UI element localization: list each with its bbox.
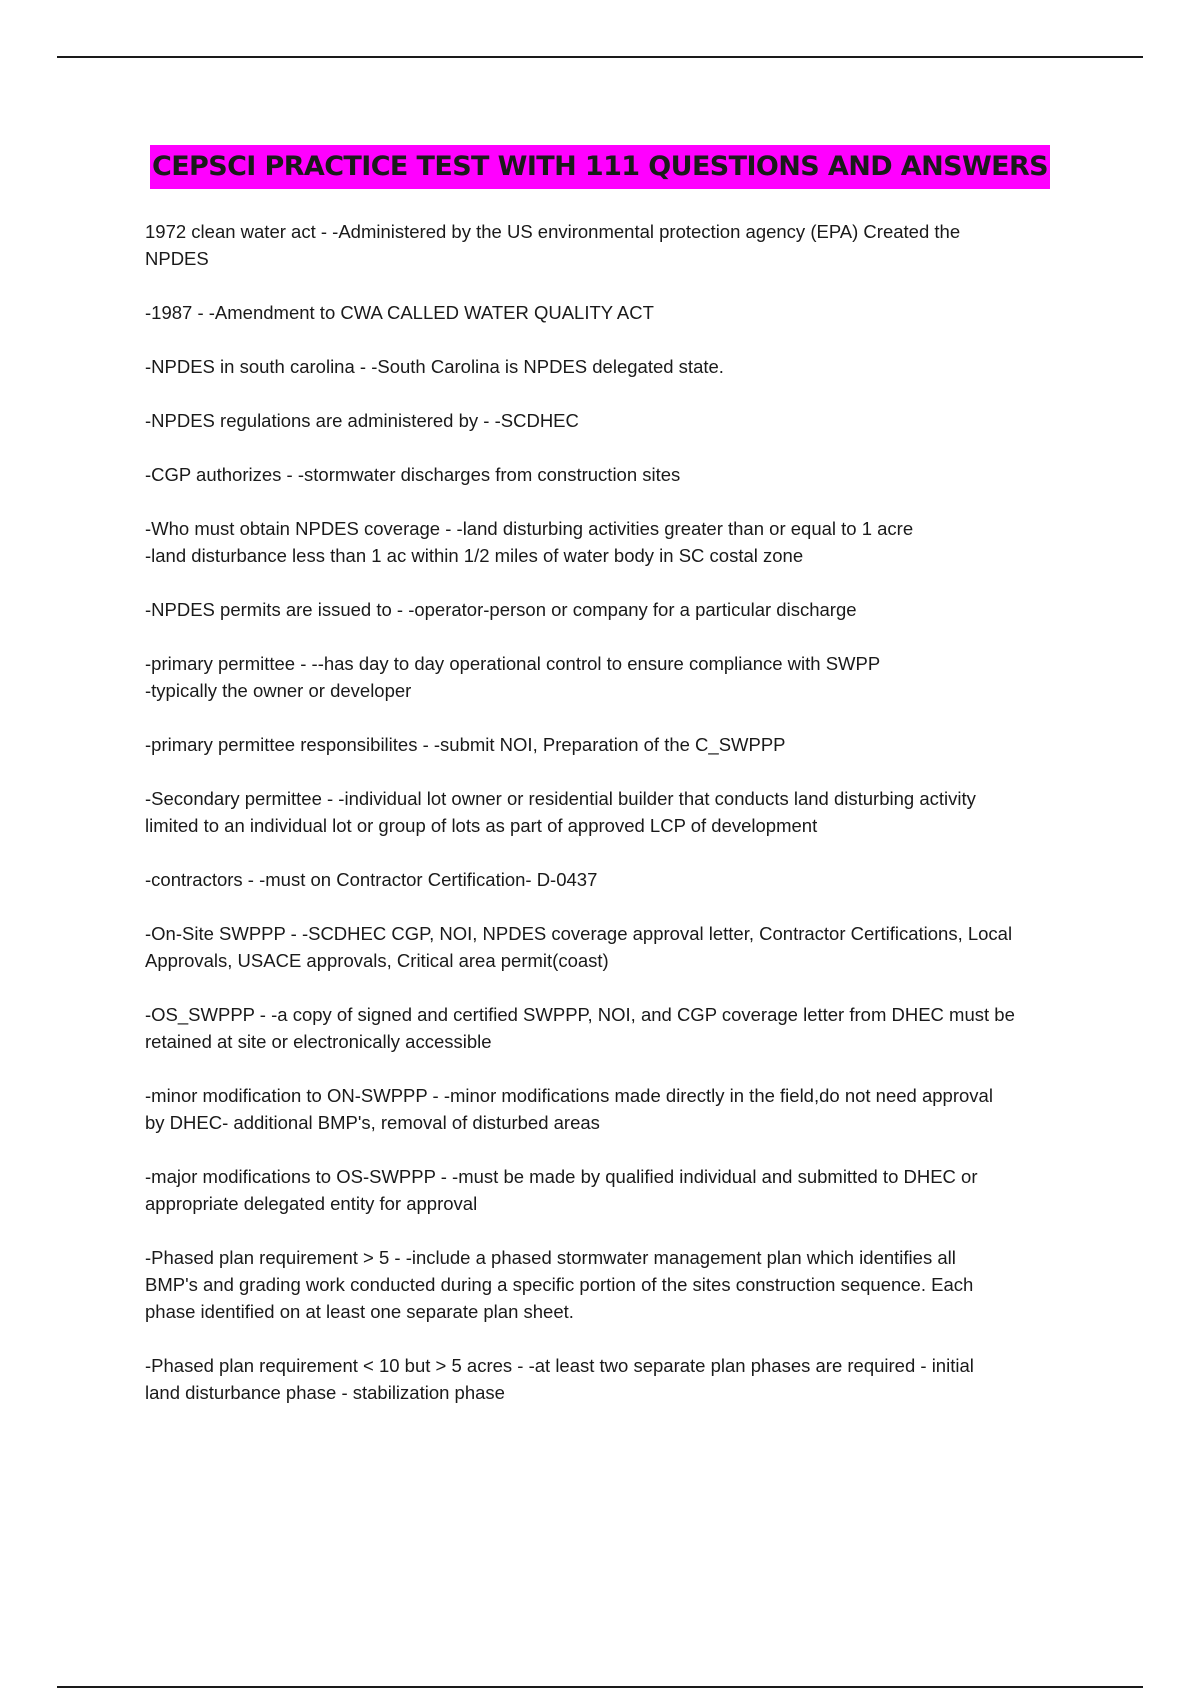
qa-line: -On-Site SWPPP - -SCDHEC CGP, NOI, NPDES coverage approval letter, Contractor Certifications, Local bbox=[145, 923, 1013, 944]
qa-entry bbox=[145, 299, 1090, 326]
qa-entry bbox=[145, 407, 1090, 434]
qa-entry bbox=[145, 650, 1090, 704]
qa-line: -CGP authorizes - -stormwater discharges from construction sites bbox=[145, 464, 681, 485]
qa-entry bbox=[145, 1352, 1090, 1406]
qa-line: -contractors - -must on Contractor Certification- D-0437 bbox=[145, 869, 598, 890]
qa-line: BMP's and grading work conducted during a specific portion of the sites construction sequence. Each bbox=[145, 1274, 974, 1295]
qa-entry bbox=[145, 1082, 1090, 1136]
bottom-rule bbox=[57, 1686, 1143, 1688]
qa-entry bbox=[145, 1244, 1090, 1325]
qa-entry bbox=[145, 731, 1090, 758]
qa-line: Approvals, USACE approvals, Critical area permit(coast) bbox=[145, 950, 609, 971]
qa-line: -land disturbance less than 1 ac within 1/2 miles of water body in SC costal zone bbox=[145, 545, 804, 566]
qa-entry bbox=[145, 353, 1090, 380]
qa-entry bbox=[145, 515, 1090, 569]
qa-line: -NPDES regulations are administered by - -SCDHEC bbox=[145, 410, 579, 431]
qa-line: -Secondary permittee - -individual lot owner or residential builder that conducts land disturbing activity bbox=[145, 788, 976, 809]
qa-entry bbox=[145, 1163, 1090, 1217]
qa-line: land disturbance phase - stabilization phase bbox=[145, 1382, 505, 1403]
qa-line: -OS_SWPPP - -a copy of signed and certified SWPPP, NOI, and CGP coverage letter from DHEC must be bbox=[145, 1004, 1015, 1025]
qa-line: 1972 clean water act - -Administered by the US environmental protection agency (EPA) Created the bbox=[145, 221, 961, 242]
qa-entry bbox=[145, 920, 1090, 974]
qa-line: limited to an individual lot or group of lots as part of approved LCP of development bbox=[145, 815, 818, 836]
qa-entry bbox=[145, 785, 1090, 839]
title-container bbox=[0, 145, 1200, 189]
qa-entry bbox=[145, 866, 1090, 893]
qa-line: -major modifications to OS-SWPPP - -must be made by qualified individual and submitted to DHEC or bbox=[145, 1166, 978, 1187]
qa-line: NPDES bbox=[145, 248, 209, 269]
qa-line: appropriate delegated entity for approval bbox=[145, 1193, 478, 1214]
qa-line: -minor modification to ON-SWPPP - -minor modifications made directly in the field,do not need approval bbox=[145, 1085, 993, 1106]
qa-line: -1987 - -Amendment to CWA CALLED WATER QUALITY ACT bbox=[145, 302, 654, 323]
qa-entry bbox=[145, 596, 1090, 623]
qa-line: -primary permittee responsibilites - -submit NOI, Preparation of the C_SWPPP bbox=[145, 734, 786, 755]
qa-line: by DHEC- additional BMP's, removal of disturbed areas bbox=[145, 1112, 600, 1133]
qa-line: -primary permittee - --has day to day operational control to ensure compliance with SWPP bbox=[145, 653, 881, 674]
qa-line: retained at site or electronically accessible bbox=[145, 1031, 492, 1052]
qa-line: -Who must obtain NPDES coverage - -land disturbing activities greater than or equal to 1 acre bbox=[145, 518, 914, 539]
document-title: CEPSCI PRACTICE TEST WITH 111 QUESTIONS AND ANSWERS bbox=[150, 145, 1050, 189]
qa-line: -NPDES in south carolina - -South Carolina is NPDES delegated state. bbox=[145, 356, 724, 377]
qa-line: -Phased plan requirement < 10 but > 5 acres - -at least two separate plan phases are required - initial bbox=[145, 1355, 974, 1376]
qa-line: -NPDES permits are issued to - -operator-person or company for a particular discharge bbox=[145, 599, 857, 620]
qa-entry bbox=[145, 218, 1090, 272]
qa-line: phase identified on at least one separate plan sheet. bbox=[145, 1301, 574, 1322]
qa-entry bbox=[145, 461, 1090, 488]
qa-list bbox=[145, 218, 1090, 1433]
qa-line: -Phased plan requirement > 5 - -include a phased stormwater management plan which identifies all bbox=[145, 1247, 956, 1268]
top-rule bbox=[57, 56, 1143, 58]
qa-line: -typically the owner or developer bbox=[145, 680, 412, 701]
qa-entry bbox=[145, 1001, 1090, 1055]
